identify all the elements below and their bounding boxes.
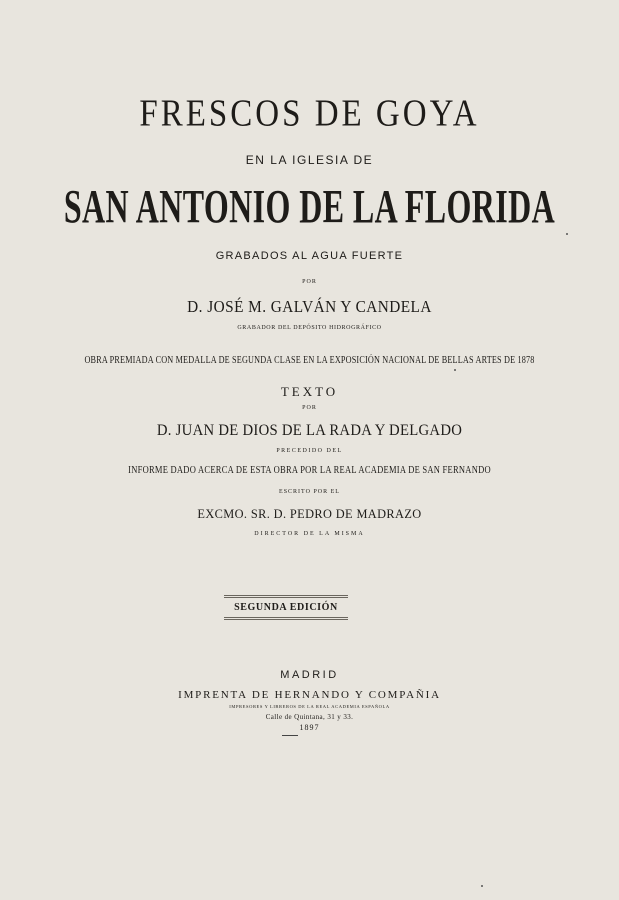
engraving-type: GRABADOS AL AGUA FUERTE (215, 250, 404, 262)
texto-heading: TEXTO (280, 384, 339, 399)
location-intro: EN LA IGLESIA DE (245, 153, 374, 167)
book-title: FRESCOS DE GOYA (139, 93, 480, 135)
por-label-2: POR (302, 405, 317, 411)
por-label: POR (302, 279, 317, 285)
award-line: OBRA PREMIADA CON MEDALLA DE SEGUNDA CLASE EN LA EXPOSICIÓN NACIONAL DE BELLAS ARTES DE 1878 (84, 355, 535, 366)
edition-label: SEGUNDA EDICIÓN (224, 595, 348, 620)
location-title: SAN ANTONIO DE LA FLORIDA (63, 179, 556, 234)
imprint-year: 1897 (299, 723, 320, 732)
written-by: ESCRITO POR EL (279, 489, 340, 495)
preceded-by: PRECEDIDO DEL (276, 448, 343, 454)
paper-speck (566, 233, 568, 235)
imprint-printer: IMPRENTA DE HERNANDO Y COMPAÑIA (178, 689, 441, 701)
author-name: D. JUAN DE DIOS DE LA RADA Y DELGADO (156, 422, 463, 439)
imprint-address: Calle de Quintana, 31 y 33. (265, 713, 354, 721)
report-author: EXCMO. SR. D. PEDRO DE MADRAZO (197, 506, 422, 521)
report-author-role: DIRECTOR DE LA MISMA (254, 531, 365, 537)
imprint-printer-role: IMPRESORES Y LIBREROS DE LA REAL ACADEMIA ESPAÑOLA (229, 704, 390, 709)
engraver-name: D. JOSÉ M. GALVÁN Y CANDELA (187, 297, 432, 316)
year-underline (282, 735, 298, 736)
engraver-role: GRABADOR DEL DEPÓSITO HIDROGRÁFICO (237, 325, 382, 331)
imprint-city: MADRID (280, 669, 339, 681)
paper-speck (481, 885, 483, 887)
report-line: INFORME DADO ACERCA DE ESTA OBRA POR LA REAL ACADEMIA DE SAN FERNANDO (128, 465, 491, 476)
paper-speck (454, 369, 456, 371)
